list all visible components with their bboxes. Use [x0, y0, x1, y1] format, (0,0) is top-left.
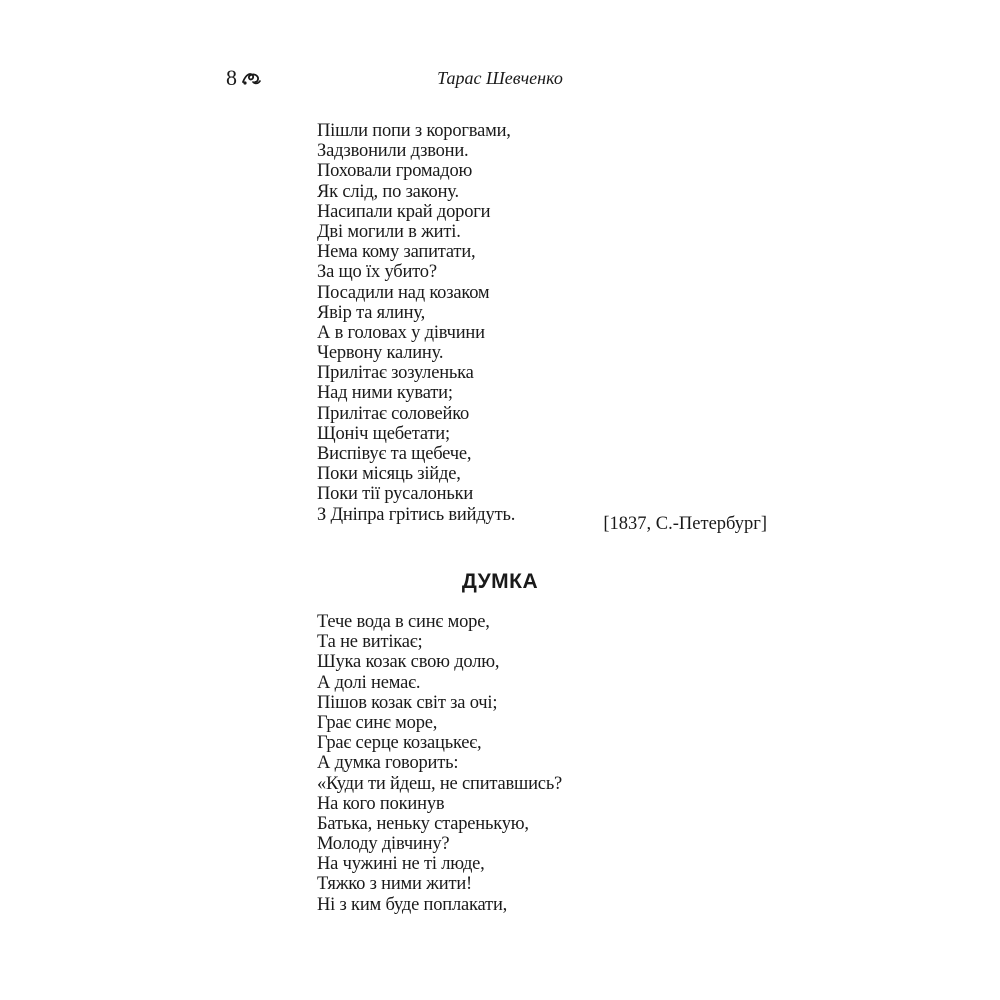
poem-line: «Куди ти йдеш, не спитавшись? — [317, 773, 563, 794]
poem-stanza-first — [317, 121, 515, 525]
poem-line: Поки тії русалоньки — [317, 484, 474, 505]
poem-line: Нема кому запитати, — [317, 242, 476, 263]
poem-line: Ні з ким буде поплакати, — [317, 894, 508, 915]
poem-line: На чужині не ті люде, — [317, 854, 485, 875]
poem-line: Поки місяць зійде, — [317, 464, 461, 485]
poem-line: Явір та ялину, — [317, 302, 426, 323]
poem-line: На кого покинув — [317, 793, 445, 814]
poem-line: За що їх убито? — [317, 262, 437, 283]
poem-line: Молоду дівчину? — [317, 834, 450, 855]
poem-line: Виспівує та щебече, — [317, 444, 472, 464]
running-head: Тарас Шевченко — [437, 68, 563, 88]
poem-line: Над ними кувати; — [317, 383, 453, 404]
poem-stanza-dumka — [317, 612, 562, 915]
poem-line: А в головах у дівчини — [317, 322, 485, 343]
poem-line: Дві могили в житі. — [317, 221, 461, 242]
poem-line: З Дніпра грітись вийдуть. — [317, 504, 516, 525]
poem-line: Батька, неньку старенькую, — [317, 813, 529, 834]
poem-line: Як слід, по закону. — [317, 181, 459, 202]
poem-dateline: [1837, С.-Петербург] — [603, 514, 767, 534]
poem-line: Тяжко з ними жити! — [317, 874, 473, 895]
poem-line: Задзвонили дзвони. — [317, 141, 469, 162]
poem-line: Червону калину. — [317, 343, 444, 364]
poem-line: Тече вода в синє море, — [317, 612, 490, 632]
poem-line: Щоніч щебетати; — [317, 423, 450, 444]
poem-line: Посадили над козаком — [317, 282, 490, 303]
poem-line: Прилітає зозуленька — [317, 363, 474, 384]
poem-line: Поховали громадою — [317, 161, 473, 182]
poem-line: Пішли попи з корогвами, — [317, 121, 511, 141]
poem-line: А долі немає. — [317, 672, 421, 693]
poem-line: Грає серце козацькеє, — [317, 733, 482, 754]
poem-line: Та не витікає; — [317, 632, 423, 653]
poem-line: Шука козак свою долю, — [317, 652, 500, 673]
poem-line: Грає синє море, — [317, 712, 438, 733]
poem-line: А думка говорить: — [317, 753, 459, 774]
poem-line: Пішов козак світ за очі; — [317, 692, 498, 713]
poem-title: ДУМКА — [461, 570, 539, 593]
poem-line: Прилітає соловейко — [317, 403, 470, 424]
page-number: 8 — [226, 65, 237, 90]
poem-line: Насипали край дороги — [317, 201, 491, 222]
